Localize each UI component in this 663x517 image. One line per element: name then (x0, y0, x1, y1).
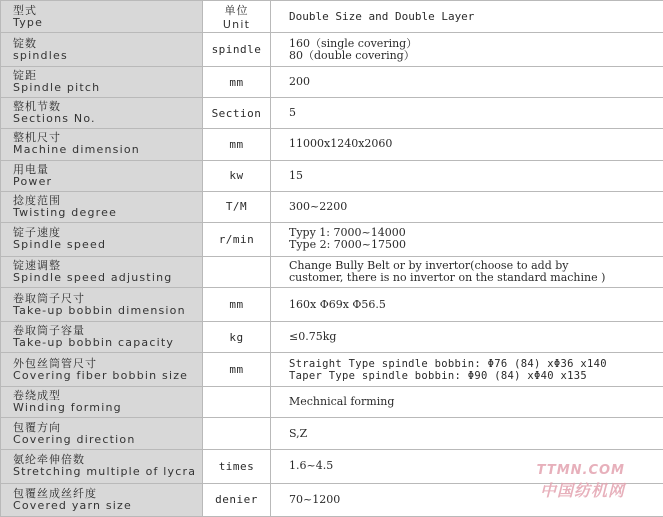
table-row (1, 256, 663, 287)
spec-unit-cell: r/min (203, 222, 271, 256)
spec-name-en: spindles (13, 48, 68, 62)
header-type-en: Type (13, 15, 44, 29)
table-row (1, 191, 663, 222)
spec-unit-cell: denier (203, 483, 271, 516)
spec-value-cell (271, 67, 663, 98)
spec-name-en: Covering direction (13, 432, 136, 446)
watermark-line2: 中国纺机网 (539, 481, 625, 500)
spec-name-zh: 包覆丝成丝纤度 (13, 486, 97, 500)
spec-name-en: Spindle pitch (13, 81, 101, 95)
spec-unit-cell: mm (203, 67, 271, 98)
spec-name-cell (1, 387, 203, 418)
spec-name-cell (1, 483, 203, 516)
spec-name-zh: 氨纶牵伸倍数 (13, 453, 85, 467)
spec-value-cell (271, 387, 663, 418)
spec-name-zh: 捻度范围 (13, 193, 61, 207)
spec-unit-cell: mm (203, 287, 271, 321)
spec-unit-cell: kw (203, 160, 271, 191)
header-unit-zh: 单位 (224, 4, 249, 18)
spec-value-cell (271, 322, 663, 353)
spec-unit-cell: times (203, 449, 271, 483)
watermark-logo (537, 463, 625, 501)
spec-value-line: ≤0.75kg (289, 330, 337, 344)
spec-name-cell (1, 353, 203, 387)
spec-value-cell (271, 222, 663, 256)
spec-name-cell (1, 287, 203, 321)
spec-name-cell (1, 67, 203, 98)
spec-value-cell (271, 160, 663, 191)
spec-value-cell (271, 353, 663, 387)
spec-name-zh: 卷取筒子容量 (13, 324, 85, 338)
spec-name-cell (1, 33, 203, 67)
spec-name-cell (1, 449, 203, 483)
spec-name-en: Power (13, 174, 53, 188)
spec-name-zh: 整机节数 (13, 100, 61, 114)
spec-value-line: 1.6~4.5 (289, 459, 334, 473)
spec-name-zh: 用电量 (13, 162, 49, 176)
spec-name-cell (1, 256, 203, 287)
header-type-cell (1, 1, 203, 33)
header-unit-cell (203, 1, 271, 33)
spec-name-en: Twisting degree (13, 205, 118, 219)
spec-value-cell (271, 33, 663, 67)
spec-name-en: Covering fiber bobbin size (13, 368, 189, 382)
spec-value-line: 5 (289, 106, 296, 120)
spec-value-line: 70~1200 (289, 492, 341, 506)
spec-value-cell (271, 191, 663, 222)
spec-name-zh: 卷取筒子尺寸 (13, 291, 85, 305)
table-row (1, 322, 663, 353)
spec-value-cell (271, 98, 663, 129)
spec-name-zh: 外包丝筒管尺寸 (13, 356, 97, 370)
spec-unit-cell: spindle (203, 33, 271, 67)
table-row (1, 387, 663, 418)
spec-unit-cell: mm (203, 129, 271, 160)
spec-value-cell (271, 287, 663, 321)
spec-value-cell (271, 256, 663, 287)
spec-value-line: 160（single covering） (289, 36, 418, 50)
spec-name-zh: 包覆方向 (13, 420, 61, 434)
header-type-zh: 型式 (13, 3, 37, 17)
spec-name-en: Stretching multiple of lycra (13, 465, 197, 479)
spec-value-line: S,Z (289, 426, 308, 440)
table-row (1, 222, 663, 256)
spec-name-cell (1, 322, 203, 353)
spec-value-line: Straight Type spindle bobbin: Φ76 (84) xΦ36 x140 (289, 357, 607, 370)
spec-value-line: customer, there is no invertor on the standard machine ) (289, 270, 606, 284)
spec-unit-cell (203, 387, 271, 418)
watermark-line1: TTMN.COM (536, 463, 625, 478)
spec-value-line: Taper Type spindle bobbin: Φ90 (84) xΦ40 x135 (289, 369, 587, 382)
spec-name-cell (1, 160, 203, 191)
spec-name-zh: 卷绕成型 (13, 389, 61, 403)
header-value-cell: Double Size and Double Layer (271, 1, 663, 33)
spec-name-en: Take-up bobbin capacity (13, 336, 175, 350)
spec-name-en: Take-up bobbin dimension (13, 303, 186, 317)
table-row (1, 353, 663, 387)
spec-unit-cell (203, 418, 271, 449)
spec-name-zh: 锭子速度 (13, 226, 61, 240)
table-row (1, 98, 663, 129)
spec-unit-cell: kg (203, 322, 271, 353)
spec-name-cell (1, 129, 203, 160)
header-unit-en: Unit (222, 18, 251, 32)
spec-value-line: 15 (289, 168, 303, 182)
spec-name-zh: 锭数 (13, 36, 37, 50)
spec-name-en: Sections No. (13, 112, 96, 126)
spec-name-zh: 整机尺寸 (13, 131, 61, 145)
spec-name-zh: 锭速调整 (13, 258, 61, 272)
spec-name-en: Spindle speed (13, 238, 107, 252)
spec-name-cell (1, 418, 203, 449)
spec-name-en: Covered yarn size (13, 498, 132, 512)
spec-unit-cell (203, 256, 271, 287)
table-row (1, 160, 663, 191)
spec-value-line: 160x Φ69x Φ56.5 (289, 297, 386, 311)
spec-name-en: Machine dimension (13, 143, 140, 157)
spec-name-zh: 锭距 (13, 69, 37, 83)
spec-name-cell (1, 98, 203, 129)
spec-unit-cell: T/M (203, 191, 271, 222)
spec-value-line: 300~2200 (289, 199, 348, 213)
spec-value-line: 11000x1240x2060 (289, 137, 393, 151)
spec-unit-cell: Section (203, 98, 271, 129)
table-row (1, 287, 663, 321)
spec-value-line: 80（double covering） (289, 48, 415, 62)
spec-name-en: Winding forming (13, 401, 122, 415)
table-row (1, 67, 663, 98)
spec-value-cell (271, 418, 663, 449)
table-row (1, 129, 663, 160)
spec-name-cell (1, 191, 203, 222)
spec-value-line: Change Bully Belt or by invertor(choose to add by (289, 258, 569, 272)
spec-value-cell (271, 129, 663, 160)
table-row (1, 33, 663, 67)
table-header-row (1, 1, 663, 33)
spec-unit-cell: mm (203, 353, 271, 387)
spec-value-line: 200 (289, 75, 310, 89)
spec-value-line: Typy 1: 7000~14000 (289, 226, 406, 240)
table-row (1, 418, 663, 449)
spec-value-line: Mechnical forming (289, 395, 395, 409)
spec-name-en: Spindle speed adjusting (13, 270, 173, 284)
spec-value-line: Type 2: 7000~17500 (289, 238, 407, 252)
spec-name-cell (1, 222, 203, 256)
